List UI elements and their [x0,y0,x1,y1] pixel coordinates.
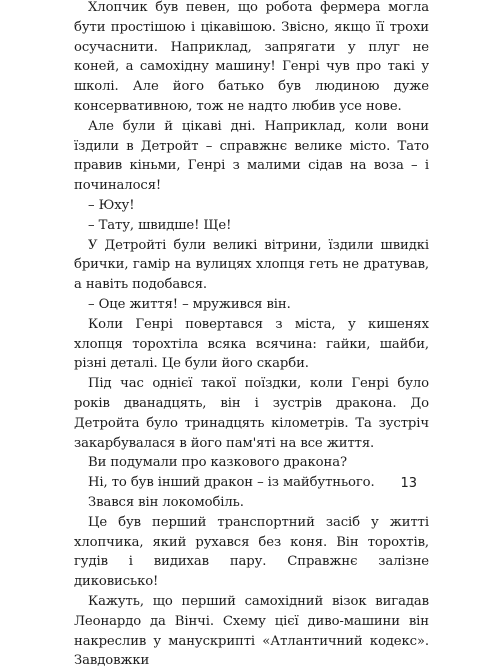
body-text [74,0,429,671]
paragraph: Ви подумали про казкового дракона? [88,455,347,471]
paragraph: У Детройті були великі вітрини, їздили швидкі брички, гамір на вулицях хлопця геть не дратував, а навіть подобався. [74,237,429,293]
paragraph: Хлопчик був певен, що робота фермера могла бути простішою і цікавішою. Звісно, якщо її трохи осучаснити. Наприклад, запрягати у плуг не коней, а самохідну машину! Генрі чув про такі у школі. Але його батько був людиною дуже консервативною, тож не надто любив усе нове. [74,0,429,114]
page-number: 13 [400,476,417,491]
paragraph: Коли Генрі повертався з міста, у кишенях хлопця торохтіла всяка всячина: гайки, шайби, різні деталі. Це були його скарби. [74,316,429,372]
paragraph: Під час однієї такої поїздки, коли Генрі було років дванадцять, він і зустрів дракона. До Детройта було тринадцять кілометрів. Та зустріч закарбувалася в його пам'яті на все життя. [74,376,429,451]
dialogue-line: – Тату, швидше! Ще! [88,217,232,233]
dialogue-line: – Оце життя! – мружився він. [88,296,291,312]
paragraph: Ні, то був інший дракон – із майбутнього. [88,475,375,491]
paragraph: Кажуть, що перший самохідний візок вигадав Леонардо да Вінчі. Схему цієї диво-машини він накреслив у манускрипті «Атлантичний кодекс». Завдовжки [74,593,429,669]
paragraph: Це був перший транспортний засіб у житті хлопчика, який рухався без коня. Він торохтів, гудів і видихав пару. Справжнє залізне диковисько! [74,514,429,590]
paragraph: Звався він локомобіль. [88,494,244,510]
paragraph: Але були й цікаві дні. Наприклад, коли вони їздили в Детройт – справжнє велике місто. Тато правив кіньми, Генрі з малими сідав на воза – і починалося! [74,118,429,194]
dialogue-line: – Юху! [88,197,135,213]
